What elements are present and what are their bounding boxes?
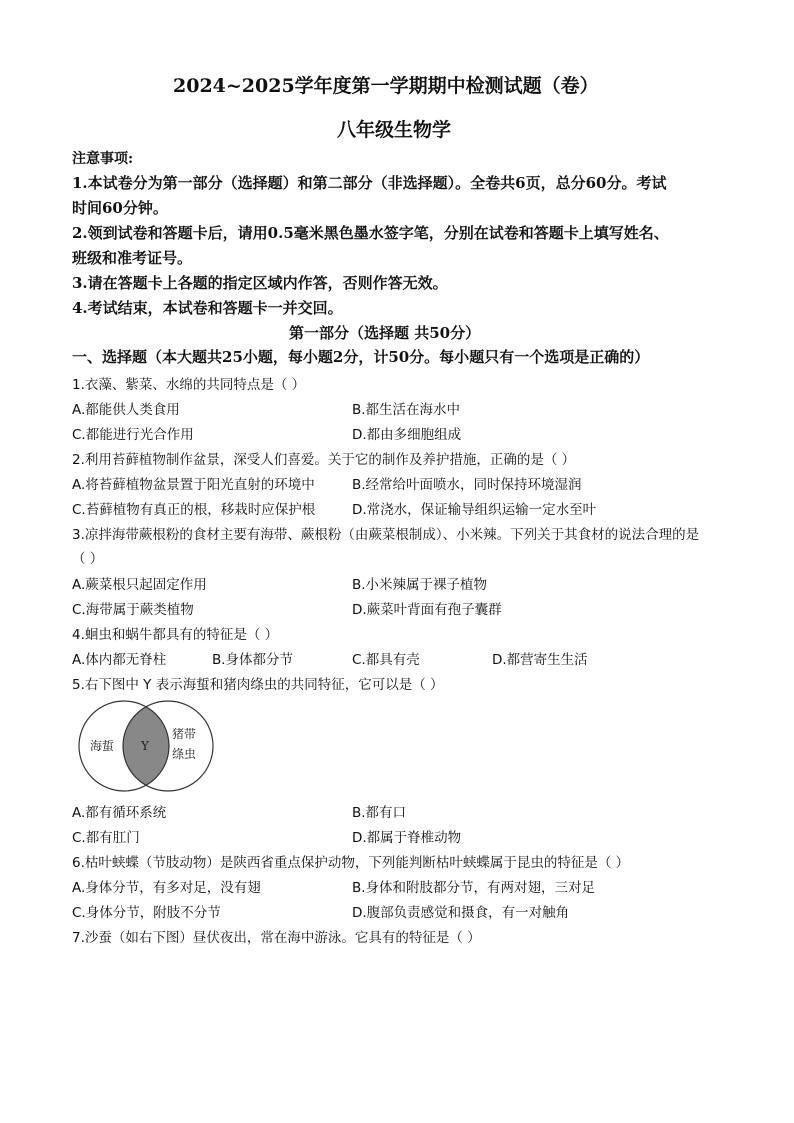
option-a: A.都有循环系统 — [72, 805, 167, 821]
option-c: C.都有肛门 — [72, 830, 140, 846]
option-d: D.都属于脊椎动物 — [352, 830, 462, 846]
option-b: B.身体和附肢都分节，有两对翅，三对足 — [352, 880, 596, 896]
venn-left-label: 海蜇 — [90, 739, 115, 753]
question-stem: 6.枯叶蛱蝶（节肢动物）是陕西省重点保护动物，下列能判断枯叶蛱蝶属于昆虫的特征是（ ） — [72, 855, 630, 871]
option-c: C.都具有壳 — [352, 652, 420, 668]
question-stem: 7.沙蚕（如右下图）昼伏夜出，常在海中游泳。它具有的特征是（ ） — [72, 930, 481, 946]
option-d: D.腹部负责感觉和摄食，有一对触角 — [352, 905, 570, 921]
note-line: 1.本试卷分为第一部分（选择题）和第二部分（非选择题）。全卷共6页，总分60分。考试 — [72, 174, 667, 192]
option-a: A.身体分节，有多对足，没有翅 — [72, 880, 261, 896]
question-stem: 3.凉拌海带蕨根粉的食材主要有海带、蕨根粉（由蕨菜根制成）、小米辣。下列关于其食材的说法合理的是 — [72, 527, 700, 543]
option-a: A.将苔藓植物盆景置于阳光直射的环境中 — [72, 477, 315, 493]
question-stem: 4.蛔虫和蜗牛都具有的特征是（ ） — [72, 627, 279, 643]
exam-title: 2024~2025学年度第一学期期中检测试题（卷） — [173, 75, 599, 97]
option-a: A.都能供人类食用 — [72, 402, 180, 418]
notes-heading: 注意事项: — [72, 151, 134, 167]
option-d: D.都营寄生生活 — [492, 652, 588, 668]
option-c: C.都能进行光合作用 — [72, 427, 194, 443]
option-b: B.小米辣属于裸子植物 — [352, 577, 488, 593]
note-line: 班级和准考证号。 — [72, 249, 193, 267]
option-d: D.都由多细胞组成 — [352, 427, 462, 443]
question-stem: 5.右下图中 Y 表示海蜇和猪肉绦虫的共同特征，它可以是（ ） — [72, 677, 444, 693]
note-line: 4.考试结束，本试卷和答题卡一并交回。 — [72, 299, 343, 317]
venn-center-label: Y — [141, 739, 149, 753]
question-stem: 2.利用苔藓植物制作盆景，深受人们喜爱。关于它的制作及养护措施，正确的是（ ） — [72, 452, 576, 468]
question-stem: 1.衣藻、紫菜、水绵的共同特点是（ ） — [72, 377, 306, 393]
option-a: A.体内都无脊柱 — [72, 652, 167, 668]
option-b: B.都有口 — [352, 805, 407, 821]
venn-right-label: 绦虫 — [172, 747, 197, 761]
note-line: 时间60分钟。 — [72, 199, 168, 217]
venn-diagram — [72, 700, 220, 792]
part1-heading: 第一部分（选择题 共50分） — [289, 324, 481, 342]
option-c: C.身体分节，附肢不分节 — [72, 905, 221, 921]
option-c: C.海带属于蕨类植物 — [72, 602, 194, 618]
option-b: B.身体都分节 — [212, 652, 294, 668]
exam-subtitle: 八年级生物学 — [337, 119, 452, 141]
option-c: C.苔藓植物有真正的根，移栽时应保护根 — [72, 502, 316, 518]
option-d: D.常浇水，保证输导组织运输一定水至叶 — [352, 502, 597, 518]
note-line: 3.请在答题卡上各题的指定区域内作答，否则作答无效。 — [72, 274, 448, 292]
section-heading: 一、选择题（本大题共25小题，每小题2分，计50分。每小题只有一个选项是正确的） — [72, 348, 650, 366]
option-d: D.蕨菜叶背面有孢子囊群 — [352, 602, 502, 618]
venn-right-label: 猪带 — [172, 727, 197, 741]
option-b: B.经常给叶面喷水，同时保持环境湿润 — [352, 477, 582, 493]
question-stem-cont: （ ） — [72, 551, 104, 567]
option-a: A.蕨菜根只起固定作用 — [72, 577, 207, 593]
option-b: B.都生活在海水中 — [352, 402, 461, 418]
note-line: 2.领到试卷和答题卡后，请用0.5毫米黑色墨水签字笔，分别在试卷和答题卡上填写姓名、 — [72, 224, 669, 242]
